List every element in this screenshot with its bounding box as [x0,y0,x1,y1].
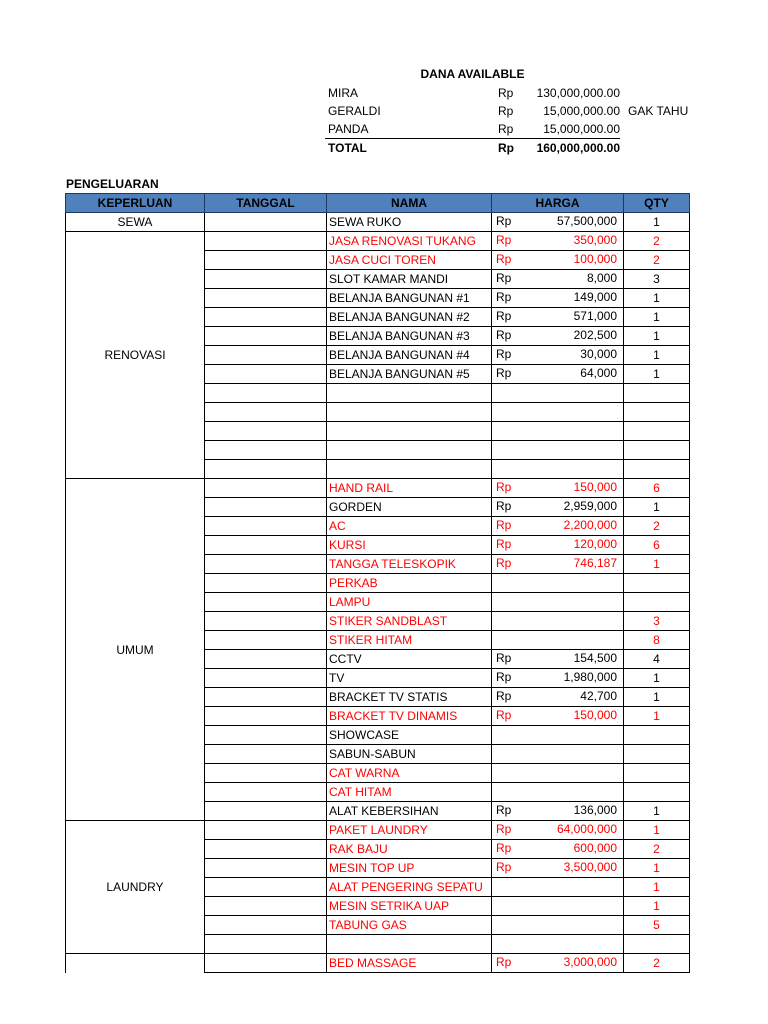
harga-cell [492,479,624,498]
tanggal-cell [205,327,327,346]
item-name-cell: HAND RAIL [327,479,492,498]
tanggal-cell [205,536,327,555]
item-name-cell: TANGGA TELESKOPIK [327,555,492,574]
price-value: 1,980,000 [563,670,617,684]
expense-table [65,193,690,973]
tanggal-cell [205,346,327,365]
price-value: 150,000 [573,480,617,494]
dana-amount: 15,000,000.00 [543,122,620,136]
item-name-cell [327,935,492,954]
expense-header-row [66,194,690,213]
qty-cell [624,783,690,802]
item-name-cell: BELANJA BANGUNAN #1 [327,289,492,308]
qty-cell [624,384,690,403]
price-value: 64,000,000 [556,822,617,836]
tanggal-cell [205,783,327,802]
harga-cell [492,802,624,821]
tanggal-cell [205,498,327,517]
dana-total-currency: Rp [498,141,514,155]
tanggal-cell [205,213,327,232]
qty-cell: 1 [624,213,690,232]
category-cell: UMUM [66,479,205,821]
qty-cell: 1 [624,688,690,707]
tanggal-cell [205,289,327,308]
tanggal-cell [205,365,327,384]
item-name-cell: BELANJA BANGUNAN #3 [327,327,492,346]
currency-label: Rp [496,271,512,285]
table-row [66,213,690,232]
dana-name: MIRA [328,86,358,100]
price-value: 120,000 [573,537,617,551]
harga-cell [492,270,624,289]
tanggal-cell [205,764,327,783]
qty-cell: 3 [624,270,690,289]
qty-cell: 1 [624,859,690,878]
harga-cell [492,612,624,631]
dana-row [325,84,695,102]
tanggal-cell [205,916,327,935]
item-name-cell: JASA CUCI TOREN [327,251,492,270]
item-name-cell [327,403,492,422]
price-value: 350,000 [573,233,617,247]
table-row [66,954,690,973]
item-name-cell: STIKER HITAM [327,631,492,650]
harga-cell [492,403,624,422]
item-name-cell [327,460,492,479]
qty-cell [624,422,690,441]
dana-name: PANDA [328,122,369,136]
qty-cell: 1 [624,802,690,821]
header-nama: NAMA [327,194,492,213]
harga-cell [492,460,624,479]
item-name-cell: MESIN SETRIKA UAP [327,897,492,916]
harga-cell [492,650,624,669]
tanggal-cell [205,574,327,593]
item-name-cell: CAT HITAM [327,783,492,802]
price-value: 2,200,000 [563,518,617,532]
qty-cell: 2 [624,954,690,973]
tanggal-cell [205,384,327,403]
tanggal-cell [205,707,327,726]
qty-cell: 1 [624,327,690,346]
tanggal-cell [205,593,327,612]
tanggal-cell [205,840,327,859]
qty-cell [624,441,690,460]
table-row [66,821,690,840]
tanggal-cell [205,631,327,650]
item-name-cell: TABUNG GAS [327,916,492,935]
price-value: 154,500 [573,651,617,665]
item-name-cell [327,384,492,403]
item-name-cell [327,441,492,460]
dana-title: DANA AVAILABLE [420,67,525,81]
qty-cell: 1 [624,821,690,840]
harga-cell [492,688,624,707]
tanggal-cell [205,745,327,764]
item-name-cell: SEWA RUKO [327,213,492,232]
dana-currency: Rp [498,122,514,136]
tanggal-cell [205,441,327,460]
harga-cell [492,726,624,745]
qty-cell: 1 [624,308,690,327]
qty-cell: 1 [624,289,690,308]
qty-cell [624,726,690,745]
qty-cell: 6 [624,536,690,555]
tanggal-cell [205,650,327,669]
harga-cell [492,213,624,232]
tanggal-cell [205,479,327,498]
currency-label: Rp [496,841,512,855]
dana-amount: 15,000,000.00 [543,104,620,118]
harga-cell [492,745,624,764]
item-name-cell: TV [327,669,492,688]
table-row [66,479,690,498]
currency-label: Rp [496,556,512,570]
harga-cell [492,422,624,441]
header-harga: HARGA [492,194,624,213]
harga-cell [492,859,624,878]
qty-cell: 2 [624,251,690,270]
currency-label: Rp [496,537,512,551]
qty-cell: 1 [624,878,690,897]
currency-label: Rp [496,233,512,247]
qty-cell [624,593,690,612]
qty-cell: 1 [624,555,690,574]
harga-cell [492,365,624,384]
currency-label: Rp [496,670,512,684]
qty-cell: 8 [624,631,690,650]
item-name-cell: RAK BAJU [327,840,492,859]
qty-cell: 2 [624,840,690,859]
dana-row [325,120,695,138]
currency-label: Rp [496,290,512,304]
tanggal-cell [205,669,327,688]
item-name-cell: PAKET LAUNDRY [327,821,492,840]
dana-total-row [325,138,620,157]
price-value: 571,000 [573,309,617,323]
qty-cell [624,574,690,593]
currency-label: Rp [496,480,512,494]
qty-cell [624,745,690,764]
tanggal-cell [205,878,327,897]
currency-label: Rp [496,252,512,266]
harga-cell [492,821,624,840]
currency-label: Rp [496,347,512,361]
currency-label: Rp [496,309,512,323]
currency-label: Rp [496,366,512,380]
item-name-cell: MESIN TOP UP [327,859,492,878]
harga-cell [492,498,624,517]
currency-label: Rp [496,651,512,665]
item-name-cell: BRACKET TV STATIS [327,688,492,707]
item-name-cell: STIKER SANDBLAST [327,612,492,631]
currency-label: Rp [496,803,512,817]
price-value: 746,187 [573,556,617,570]
tanggal-cell [205,308,327,327]
harga-cell [492,954,624,973]
item-name-cell: AC [327,517,492,536]
category-cell: SEWA [66,213,205,232]
price-value: 202,500 [573,328,617,342]
tanggal-cell [205,726,327,745]
price-value: 8,000 [586,271,617,285]
qty-cell [624,935,690,954]
tanggal-cell [205,251,327,270]
qty-cell [624,460,690,479]
item-name-cell: BELANJA BANGUNAN #5 [327,365,492,384]
currency-label: Rp [496,328,512,342]
harga-cell [492,840,624,859]
tanggal-cell [205,688,327,707]
price-value: 149,000 [573,290,617,304]
tanggal-cell [205,403,327,422]
qty-cell [624,764,690,783]
qty-cell: 3 [624,612,690,631]
harga-cell [492,707,624,726]
dana-name: GERALDI [328,104,381,118]
currency-label: Rp [496,499,512,513]
item-name-cell: LAMPU [327,593,492,612]
dana-available-section [0,0,768,160]
tanggal-cell [205,232,327,251]
price-value: 2,959,000 [563,499,617,513]
price-value: 3,500,000 [563,860,617,874]
harga-cell [492,536,624,555]
qty-cell: 2 [624,232,690,251]
harga-cell [492,574,624,593]
item-name-cell: BELANJA BANGUNAN #4 [327,346,492,365]
tanggal-cell [205,270,327,289]
tanggal-cell [205,821,327,840]
harga-cell [492,555,624,574]
category-cell: RENOVASI [66,232,205,479]
item-name-cell: SHOWCASE [327,726,492,745]
table-row [66,232,690,251]
harga-cell [492,346,624,365]
qty-cell: 1 [624,669,690,688]
qty-cell: 1 [624,498,690,517]
currency-label: Rp [496,708,512,722]
header-keperluan: KEPERLUAN [66,194,205,213]
item-name-cell: CCTV [327,650,492,669]
dana-note: GAK TAHU [628,104,689,118]
harga-cell [492,631,624,650]
currency-label: Rp [496,822,512,836]
tanggal-cell [205,897,327,916]
tanggal-cell [205,555,327,574]
harga-cell [492,935,624,954]
qty-cell: 4 [624,650,690,669]
harga-cell [492,441,624,460]
item-name-cell: JASA RENOVASI TUKANG [327,232,492,251]
item-name-cell: GORDEN [327,498,492,517]
harga-cell [492,764,624,783]
dana-total-label: TOTAL [328,141,367,155]
tanggal-cell [205,517,327,536]
dana-amount: 130,000,000.00 [536,86,620,100]
harga-cell [492,897,624,916]
tanggal-cell [205,935,327,954]
harga-cell [492,593,624,612]
price-value: 42,700 [580,689,617,703]
category-cell: LAUNDRY [66,821,205,954]
price-value: 136,000 [573,803,617,817]
qty-cell [624,403,690,422]
price-value: 57,500,000 [556,214,617,228]
qty-cell: 5 [624,916,690,935]
category-cell [66,954,205,973]
currency-label: Rp [496,689,512,703]
harga-cell [492,878,624,897]
tanggal-cell [205,612,327,631]
item-name-cell: SLOT KAMAR MANDI [327,270,492,289]
qty-cell: 1 [624,365,690,384]
harga-cell [492,669,624,688]
currency-label: Rp [496,214,512,228]
dana-total-amount: 160,000,000.00 [536,141,620,155]
currency-label: Rp [496,955,512,969]
harga-cell [492,783,624,802]
harga-cell [492,232,624,251]
price-value: 30,000 [580,347,617,361]
price-value: 150,000 [573,708,617,722]
dana-currency: Rp [498,104,514,118]
qty-cell: 1 [624,897,690,916]
harga-cell [492,289,624,308]
price-value: 600,000 [573,841,617,855]
currency-label: Rp [496,518,512,532]
item-name-cell: SABUN-SABUN [327,745,492,764]
tanggal-cell [205,954,327,973]
qty-cell: 2 [624,517,690,536]
tanggal-cell [205,802,327,821]
item-name-cell: ALAT PENGERING SEPATU [327,878,492,897]
price-value: 100,000 [573,252,617,266]
currency-label: Rp [496,860,512,874]
item-name-cell: BELANJA BANGUNAN #2 [327,308,492,327]
qty-cell: 1 [624,346,690,365]
tanggal-cell [205,422,327,441]
header-qty: QTY [624,194,690,213]
harga-cell [492,308,624,327]
qty-cell: 1 [624,707,690,726]
tanggal-cell [205,859,327,878]
price-value: 3,000,000 [563,955,617,969]
harga-cell [492,517,624,536]
dana-currency: Rp [498,86,514,100]
price-value: 64,000 [580,366,617,380]
harga-cell [492,916,624,935]
item-name-cell: BRACKET TV DINAMIS [327,707,492,726]
item-name-cell: PERKAB [327,574,492,593]
harga-cell [492,251,624,270]
dana-row [325,102,695,120]
header-tanggal: TANGGAL [205,194,327,213]
harga-cell [492,327,624,346]
tanggal-cell [205,460,327,479]
item-name-cell [327,422,492,441]
item-name-cell: KURSI [327,536,492,555]
harga-cell [492,384,624,403]
item-name-cell: BED MASSAGE [327,954,492,973]
expense-title: PENGELUARAN [66,177,159,191]
item-name-cell: CAT WARNA [327,764,492,783]
qty-cell: 6 [624,479,690,498]
item-name-cell: ALAT KEBERSIHAN [327,802,492,821]
